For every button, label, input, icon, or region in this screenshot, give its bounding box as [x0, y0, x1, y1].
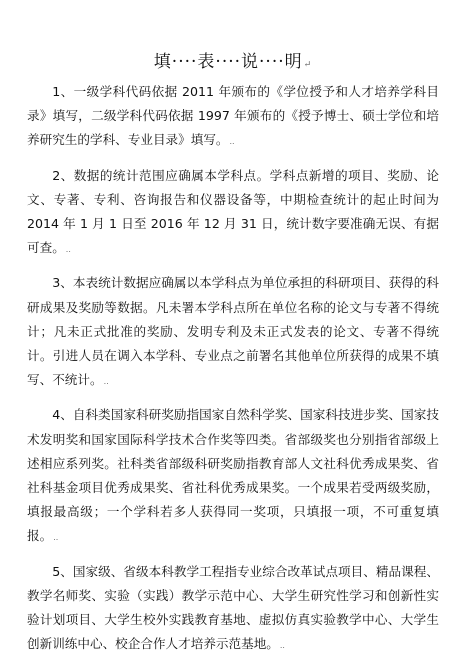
instructions-body: [27, 80, 439, 667]
instruction-paragraph-4: [27, 403, 439, 550]
instruction-paragraph-2: [27, 164, 439, 263]
instruction-paragraph-5: [27, 560, 439, 659]
paragraph-mark-icon: ↵: [303, 60, 313, 70]
paragraph-text: 5、国家级、省级本科教学工程指专业综合改革试点项目、精品课程、教学名师奖、实验（实践）教学示范中心、大学生研究性学习和创新性实验计划项目、大学生校外实践教育基地、虚拟仿真实验教学中心、大学生创新训练中心、校企合作人才培养示范基地。: [27, 563, 439, 652]
paragraph-text: 1、一级学科代码依据 2011 年颁布的《学位授予和人才培养学科目录》填写，二级学科代码依据 1997 年颁布的《授予博士、硕士学位和培养研究生的学科、专业目录》填写。: [27, 84, 439, 148]
instruction-paragraph-1: [27, 80, 439, 155]
paragraph-text: 2、数据的统计范围应确属本学科点。学科点新增的项目、奖励、论文、专著、专利、咨询报告和仪器设备等，中期检查统计的起止时间为 2014 年 1 月 1 日至 2016 年 12 月 31 日，统计数字要准确无误、有据可查。: [27, 167, 439, 256]
paragraph-end-mark: ..: [279, 641, 285, 651]
document-title: [0, 50, 466, 77]
paragraph-end-mark: ..: [53, 533, 59, 543]
paragraph-text: 4、自科类国家科研奖励指国家自然科学奖、国家科技进步奖、国家技术发明奖和国家国际科学技术合作奖等四类。省部级奖也分别指省部级上述相应系列奖。社科类省部级科研奖励指教育部人文社科优秀成果奖、省社科基金项目优秀成果奖、省社科优秀成果奖。一个成果若受两级奖励，填报最高级；一个学科若多人获得同一奖项，只填报一项，不可重复填报。: [27, 407, 439, 544]
paragraph-end-mark: ..: [103, 377, 109, 387]
paragraph-end-mark: ..: [65, 245, 71, 255]
instruction-paragraph-3: [27, 271, 439, 394]
paragraph-end-mark: ..: [229, 137, 235, 147]
title-text: 填····表····说····明: [153, 52, 303, 72]
paragraph-text: 3、本表统计数据应确属以本学科点为单位承担的科研项目、获得的科研成果及奖励等数据。凡未署本学科点所在单位名称的论文与专著不得统计；凡未正式批准的奖励、发明专利及未正式发表的论文、专著不得统计。引进人员在调入本学科、专业点之前署名其他单位所获得的成果不填写、不统计。: [27, 275, 439, 388]
